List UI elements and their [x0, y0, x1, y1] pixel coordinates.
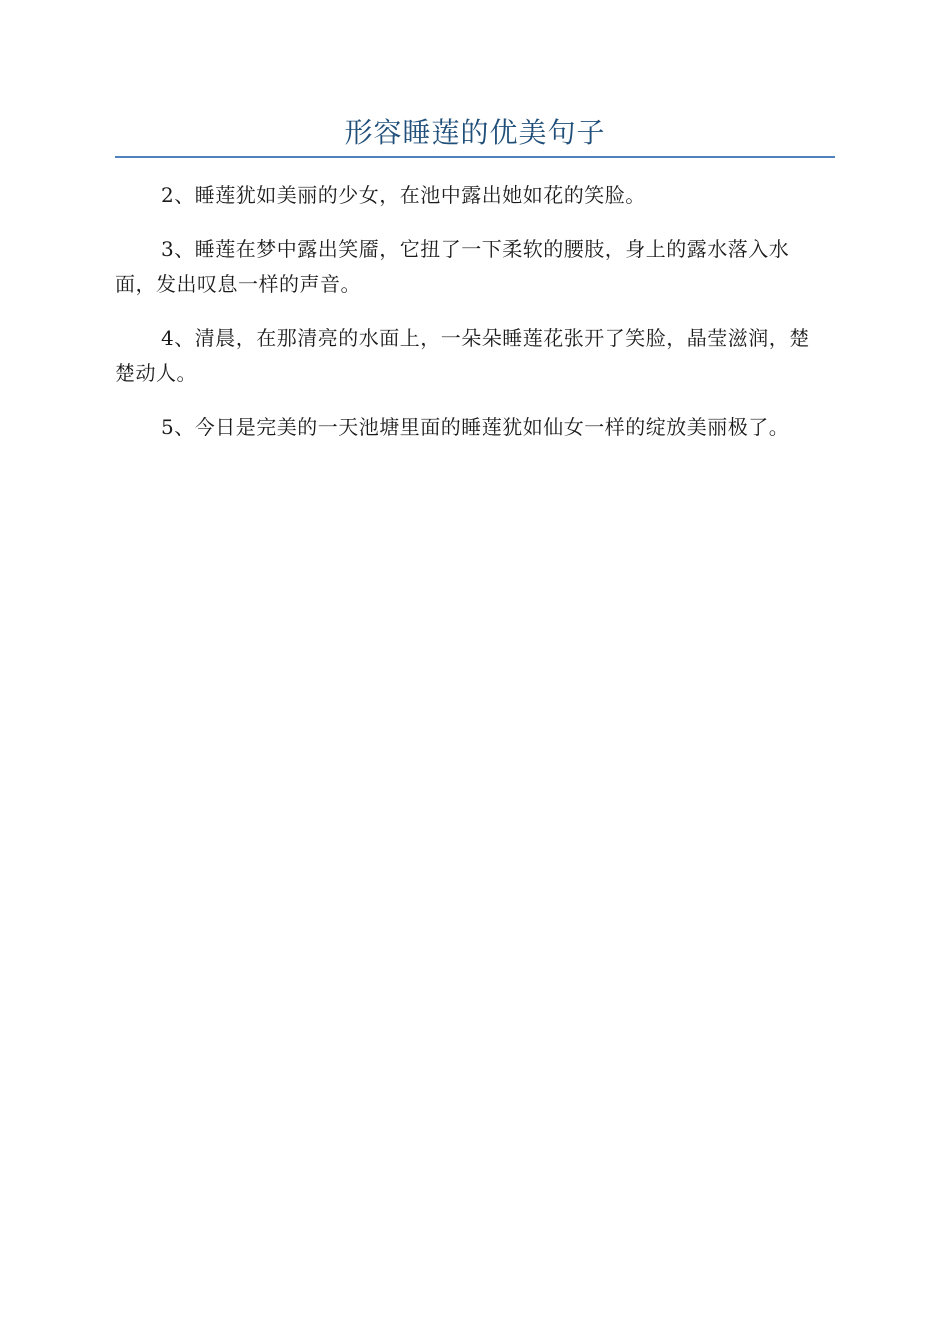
page-title: 形容睡莲的优美句子 [344, 116, 606, 149]
title-block [115, 112, 835, 158]
paragraph: 3、睡莲在梦中露出笑靥，它扭了一下柔软的腰肢，身上的露水落入水面，发出叹息一样的声音。 [115, 237, 790, 296]
document-body [115, 178, 827, 464]
paragraph: 4、清晨，在那清亮的水面上，一朵朵睡莲花张开了笑脸，晶莹滋润，楚楚动人。 [115, 326, 810, 385]
paragraph: 2、睡莲犹如美丽的少女，在池中露出她如花的笑脸。 [161, 183, 646, 207]
paragraph: 5、今日是完美的一天池塘里面的睡莲犹如仙女一样的绽放美丽极了。 [161, 415, 790, 439]
